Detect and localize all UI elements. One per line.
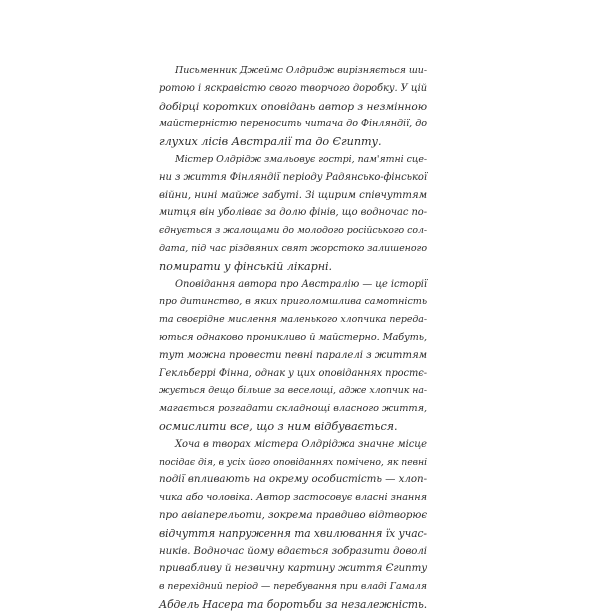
text-line: єднується з жалощами до молодого російського сол- [159, 225, 427, 237]
text-line: ників. Водночас йому вдається зобразити доволі [159, 545, 427, 557]
text-line: жується дещо більше за веселощі, адже хлопчик на- [159, 385, 427, 397]
text-line: війни, нині майже забуті. Зі щирим співчуттям [159, 189, 427, 201]
text-line: добірці коротких оповідань автор з незмінною [159, 99, 427, 113]
text-line: митця він уболіває за долю фінів, що водночас по- [159, 207, 427, 219]
text-line: ротою і яскравістю свого творчого доробку. У цій [159, 82, 427, 94]
text-line: в перехідний період — перебування при владі Гамаля [159, 581, 427, 593]
paragraph-3 [159, 276, 427, 436]
annotation-text [159, 62, 427, 614]
text-line: дата, під час різдвяних свят жорстоко залишеного [159, 242, 427, 254]
text-line: ни з життя Фінляндії періоду Радянсько-фінської [159, 171, 428, 183]
text-line: відчуття напруження та хвилювання їх учас- [159, 526, 427, 540]
paragraph-4 [159, 436, 427, 614]
text-line: привабливу й незвичну картину життя Єгипту [159, 562, 428, 575]
text-line: про дитинство, в яких приголомшлива самотність [159, 296, 427, 308]
text-line: про авіаперельоти, зокрема правдиво відтворює [159, 509, 428, 521]
text-line: та своєрідне мислення маленького хлопчика переда- [159, 314, 427, 326]
text-line: магається розгадати складнощі власного життя, [159, 403, 427, 415]
text-line: Містер Олдрідж змальовує гострі, пам'ятні сце- [175, 153, 427, 165]
text-line: посідає дія, в усіх його оповіданнях помічено, як певні [159, 456, 427, 468]
text-line: Хоча в творах містера Олдріджа значне місце [175, 438, 427, 450]
text-line: події впливають на окрему особистість — хлоп- [159, 473, 427, 486]
text-line: ються однаково проникливо й майстерно. Мабуть, [159, 331, 427, 343]
paragraph-2 [159, 151, 427, 276]
text-line: майстерністю переносить читача до Фінляндії, до [159, 118, 427, 130]
text-line: Письменник Джеймс Олдридж вирізняється ши- [175, 65, 427, 76]
text-line: Гекльберрі Фінна, однак у цих оповіданнях простє- [159, 367, 427, 379]
paragraph-1 [159, 62, 427, 151]
text-line: помирати у фінській лікарні. [159, 259, 333, 273]
text-line: глухих лісів Австралії та до Єгипту. [159, 135, 382, 149]
text-line: Оповідання автора про Австралію — це історії [175, 278, 427, 290]
text-line: тут можна провести певні паралелі з життям [159, 349, 427, 361]
text-line: Абдель Насера та боротьби за незалежність. [159, 597, 428, 611]
text-line: осмислити все, що з ним відбувається. [159, 419, 398, 433]
text-line: чика або чоловіка. Автор застосовує власні знання [159, 492, 427, 504]
